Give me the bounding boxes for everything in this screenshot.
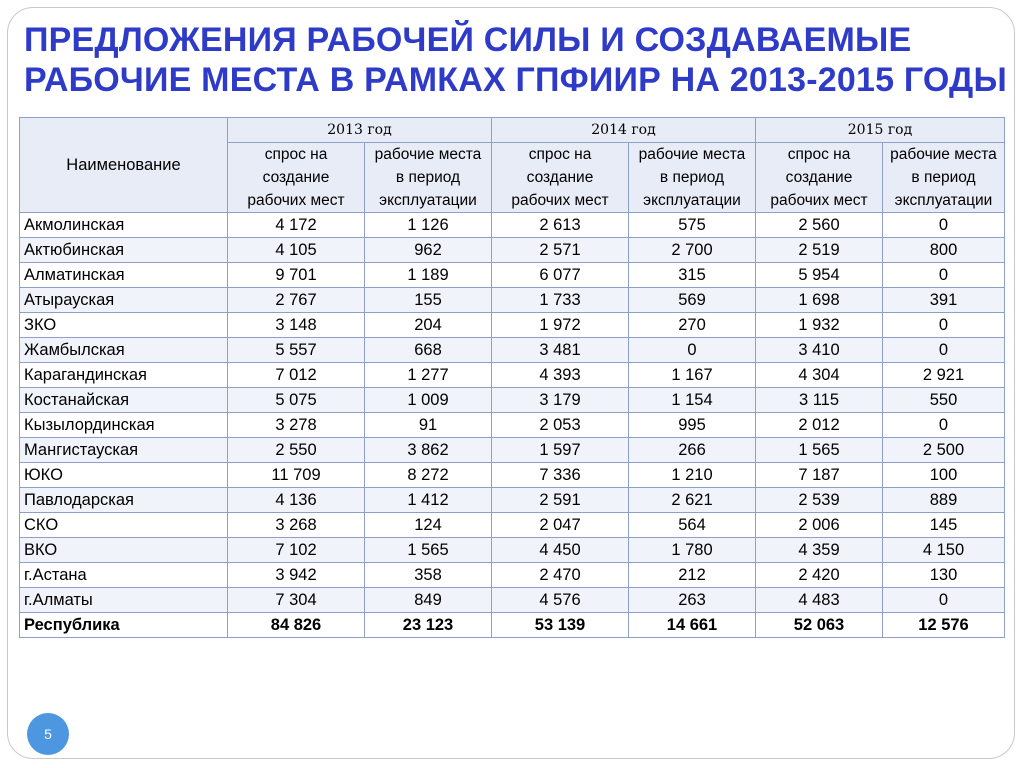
value-cell: 23 123 <box>365 613 492 638</box>
value-cell: 5 557 <box>228 338 365 363</box>
value-cell: 2 519 <box>756 238 883 263</box>
value-cell: 2 047 <box>492 513 629 538</box>
value-cell: 130 <box>883 563 1005 588</box>
value-cell: 1 167 <box>629 363 756 388</box>
slide-title <box>24 20 1009 100</box>
region-name-cell: ВКО <box>20 538 228 563</box>
value-cell: 263 <box>629 588 756 613</box>
table-row <box>20 388 1005 413</box>
region-name-cell: Атырауская <box>20 288 228 313</box>
region-name-cell: ЗКО <box>20 313 228 338</box>
value-cell: 3 268 <box>228 513 365 538</box>
table-row <box>20 463 1005 488</box>
value-cell: 7 336 <box>492 463 629 488</box>
sub-header-demand-2015: спрос на создание рабочих мест <box>756 143 883 213</box>
value-cell: 4 393 <box>492 363 629 388</box>
region-name-cell: Павлодарская <box>20 488 228 513</box>
table-row <box>20 263 1005 288</box>
value-cell: 3 148 <box>228 313 365 338</box>
value-cell: 564 <box>629 513 756 538</box>
value-cell: 1 565 <box>365 538 492 563</box>
value-cell: 84 826 <box>228 613 365 638</box>
region-name-cell: СКО <box>20 513 228 538</box>
value-cell: 2 571 <box>492 238 629 263</box>
value-cell: 575 <box>629 213 756 238</box>
table-row <box>20 338 1005 363</box>
value-cell: 12 576 <box>883 613 1005 638</box>
value-cell: 668 <box>365 338 492 363</box>
sub-header-demand-2014: спрос на создание рабочих мест <box>492 143 629 213</box>
value-cell: 1 009 <box>365 388 492 413</box>
value-cell: 1 932 <box>756 313 883 338</box>
value-cell: 91 <box>365 413 492 438</box>
value-cell: 358 <box>365 563 492 588</box>
table-row <box>20 488 1005 513</box>
value-cell: 2 006 <box>756 513 883 538</box>
value-cell: 2 767 <box>228 288 365 313</box>
value-cell: 315 <box>629 263 756 288</box>
table-row <box>20 238 1005 263</box>
table-row <box>20 513 1005 538</box>
value-cell: 1 277 <box>365 363 492 388</box>
region-name-cell: Мангистауская <box>20 438 228 463</box>
value-cell: 7 304 <box>228 588 365 613</box>
value-cell: 100 <box>883 463 1005 488</box>
value-cell: 204 <box>365 313 492 338</box>
value-cell: 2 539 <box>756 488 883 513</box>
sub-header-operation-2014: рабочие места в период эксплуатации <box>629 143 756 213</box>
value-cell: 4 450 <box>492 538 629 563</box>
value-cell: 2 012 <box>756 413 883 438</box>
value-cell: 0 <box>883 413 1005 438</box>
value-cell: 145 <box>883 513 1005 538</box>
value-cell: 266 <box>629 438 756 463</box>
value-cell: 2 560 <box>756 213 883 238</box>
value-cell: 569 <box>629 288 756 313</box>
value-cell: 2 591 <box>492 488 629 513</box>
year-header-2015: 2015 год <box>756 118 1005 143</box>
value-cell: 5 954 <box>756 263 883 288</box>
value-cell: 1 412 <box>365 488 492 513</box>
value-cell: 0 <box>883 313 1005 338</box>
data-table-container <box>19 117 1004 638</box>
value-cell: 124 <box>365 513 492 538</box>
table-row <box>20 213 1005 238</box>
value-cell: 4 150 <box>883 538 1005 563</box>
value-cell: 1 698 <box>756 288 883 313</box>
value-cell: 1 972 <box>492 313 629 338</box>
value-cell: 7 102 <box>228 538 365 563</box>
value-cell: 2 700 <box>629 238 756 263</box>
table-row <box>20 588 1005 613</box>
value-cell: 4 172 <box>228 213 365 238</box>
value-cell: 0 <box>883 213 1005 238</box>
value-cell: 4 576 <box>492 588 629 613</box>
jobs-table <box>19 117 1005 638</box>
region-name-cell: Костанайская <box>20 388 228 413</box>
value-cell: 14 661 <box>629 613 756 638</box>
slide-title-line-1: ПРЕДЛОЖЕНИЯ РАБОЧЕЙ СИЛЫ И СОЗДАВАЕМЫЕ <box>24 21 912 59</box>
value-cell: 995 <box>629 413 756 438</box>
table-row <box>20 363 1005 388</box>
value-cell: 0 <box>883 588 1005 613</box>
value-cell: 889 <box>883 488 1005 513</box>
value-cell: 1 780 <box>629 538 756 563</box>
table-row <box>20 538 1005 563</box>
sub-header-operation-2015: рабочие места в период эксплуатации <box>883 143 1005 213</box>
value-cell: 0 <box>883 338 1005 363</box>
table-total-row <box>20 613 1005 638</box>
name-column-header: Наименование <box>20 118 228 213</box>
year-header-2013: 2013 год <box>228 118 492 143</box>
value-cell: 3 481 <box>492 338 629 363</box>
slide-title-line-2: РАБОЧИЕ МЕСТА В РАМКАХ ГПФИИР НА 2013-2015 ГОДЫ <box>24 61 1007 99</box>
region-name-cell: Актюбинская <box>20 238 228 263</box>
value-cell: 4 105 <box>228 238 365 263</box>
value-cell: 9 701 <box>228 263 365 288</box>
year-header-2014: 2014 год <box>492 118 756 143</box>
value-cell: 3 278 <box>228 413 365 438</box>
region-name-cell: Акмолинская <box>20 213 228 238</box>
value-cell: 1 597 <box>492 438 629 463</box>
value-cell: 2 420 <box>756 563 883 588</box>
value-cell: 53 139 <box>492 613 629 638</box>
value-cell: 1 733 <box>492 288 629 313</box>
table-row <box>20 563 1005 588</box>
region-name-cell: г.Астана <box>20 563 228 588</box>
value-cell: 962 <box>365 238 492 263</box>
value-cell: 2 550 <box>228 438 365 463</box>
value-cell: 4 304 <box>756 363 883 388</box>
value-cell: 3 410 <box>756 338 883 363</box>
value-cell: 2 621 <box>629 488 756 513</box>
value-cell: 1 189 <box>365 263 492 288</box>
region-name-cell: г.Алматы <box>20 588 228 613</box>
value-cell: 52 063 <box>756 613 883 638</box>
value-cell: 550 <box>883 388 1005 413</box>
value-cell: 4 136 <box>228 488 365 513</box>
value-cell: 391 <box>883 288 1005 313</box>
value-cell: 11 709 <box>228 463 365 488</box>
region-name-cell: Республика <box>20 613 228 638</box>
value-cell: 212 <box>629 563 756 588</box>
value-cell: 7 187 <box>756 463 883 488</box>
value-cell: 1 126 <box>365 213 492 238</box>
value-cell: 2 613 <box>492 213 629 238</box>
value-cell: 849 <box>365 588 492 613</box>
value-cell: 6 077 <box>492 263 629 288</box>
sub-header-demand-2013: спрос на создание рабочих мест <box>228 143 365 213</box>
value-cell: 2 921 <box>883 363 1005 388</box>
value-cell: 4 483 <box>756 588 883 613</box>
region-name-cell: Алматинская <box>20 263 228 288</box>
table-body <box>20 213 1005 638</box>
region-name-cell: Карагандинская <box>20 363 228 388</box>
value-cell: 3 942 <box>228 563 365 588</box>
region-name-cell: ЮКО <box>20 463 228 488</box>
value-cell: 3 862 <box>365 438 492 463</box>
value-cell: 8 272 <box>365 463 492 488</box>
table-row <box>20 288 1005 313</box>
value-cell: 800 <box>883 238 1005 263</box>
table-row <box>20 413 1005 438</box>
value-cell: 2 053 <box>492 413 629 438</box>
table-row <box>20 438 1005 463</box>
value-cell: 7 012 <box>228 363 365 388</box>
value-cell: 4 359 <box>756 538 883 563</box>
value-cell: 1 210 <box>629 463 756 488</box>
value-cell: 0 <box>629 338 756 363</box>
region-name-cell: Кызылординская <box>20 413 228 438</box>
value-cell: 3 115 <box>756 388 883 413</box>
table-row <box>20 313 1005 338</box>
value-cell: 5 075 <box>228 388 365 413</box>
page-number-badge: 5 <box>27 713 69 755</box>
value-cell: 0 <box>883 263 1005 288</box>
value-cell: 2 500 <box>883 438 1005 463</box>
sub-header-operation-2013: рабочие места в период эксплуатации <box>365 143 492 213</box>
value-cell: 1 154 <box>629 388 756 413</box>
value-cell: 270 <box>629 313 756 338</box>
value-cell: 2 470 <box>492 563 629 588</box>
value-cell: 3 179 <box>492 388 629 413</box>
value-cell: 1 565 <box>756 438 883 463</box>
value-cell: 155 <box>365 288 492 313</box>
region-name-cell: Жамбылская <box>20 338 228 363</box>
